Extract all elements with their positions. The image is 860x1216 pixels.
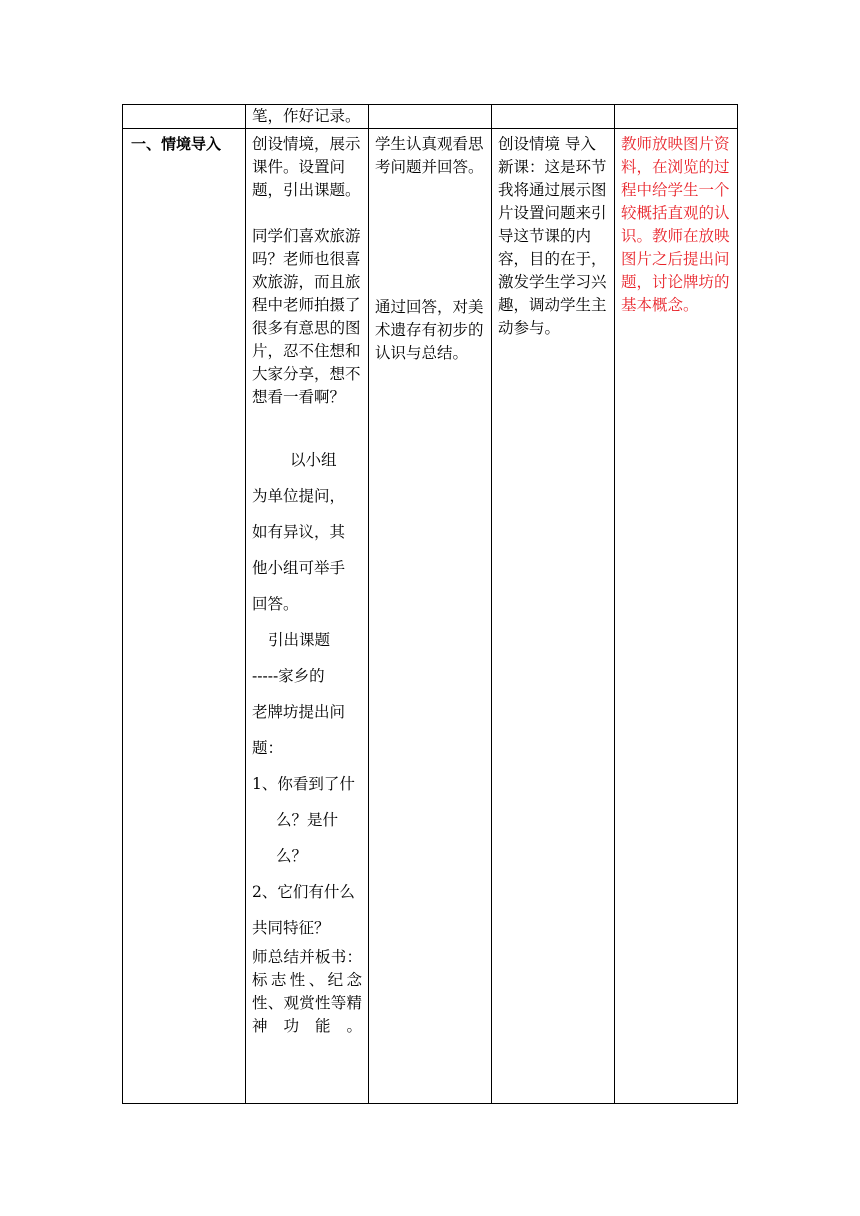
question-1-line: 么？	[276, 847, 308, 865]
lead-topic-line: 老牌坊提出问	[252, 703, 346, 721]
stage-cell	[123, 129, 246, 1104]
question-1-line: 么？是什	[276, 811, 339, 829]
stage-cell-empty	[123, 105, 246, 129]
teacher-continued-text: 笔，作好记录。	[252, 107, 361, 125]
teacher-note-cell	[615, 129, 738, 1104]
intent-cell-empty	[492, 105, 615, 129]
student-activity-cell	[369, 129, 492, 1104]
teacher-speech-text: 同学们喜欢旅游吗？老师也很喜欢旅游，而且旅程中老师拍摄了很多有意思的图片，忍不住想和大家分享，想不想看一看啊？	[252, 227, 361, 406]
question-2-line: 共同特征？	[252, 919, 330, 937]
teacher-summary-text: 师总结并板书：标志性、纪念性、观赏性等精神功能。	[252, 948, 362, 1035]
lead-topic-line: -----家乡的	[252, 667, 325, 685]
teacher-activity-cell	[246, 129, 369, 1104]
lead-topic-line: 题：	[252, 739, 284, 757]
lead-topic-first: 引出课题	[268, 631, 331, 649]
group-question-line: 回答。	[252, 595, 299, 613]
design-intent-text: 创设情境 导入新课：这是环节我将通过展示图片设置问题来引导这节课的内容，目的在于，激发学生学习兴趣，调动学生主动参与。	[498, 135, 607, 337]
group-question-first: 以小组	[290, 451, 337, 469]
design-intent-cell	[492, 129, 615, 1104]
continuation-row	[123, 105, 738, 129]
group-question-line: 他小组可举手	[252, 559, 346, 577]
lesson-plan-table	[122, 104, 738, 1104]
group-question-line: 如有异议，其	[252, 523, 346, 541]
teacher-intro-text: 创设情境，展示课件。设置问题，引出课题。	[252, 135, 361, 199]
teacher-note-text: 教师放映图片资料，在浏览的过程中给学生一个较概括直观的认识。教师在放映图片之后提出问题，讨论牌坊的基本概念。	[621, 135, 730, 314]
note-cell-empty	[615, 105, 738, 129]
teacher-activity-continued	[246, 105, 369, 129]
situation-intro-row	[123, 129, 738, 1104]
question-2-line: 2、它们有什么	[252, 883, 355, 901]
student-answer-text: 通过回答，对美术遗存有初步的认识与总结。	[375, 298, 484, 362]
student-cell-empty	[369, 105, 492, 129]
stage-title: 一、情境导入	[131, 135, 222, 153]
student-watch-text: 学生认真观看思考问题并回答。	[375, 135, 484, 176]
group-question-line: 为单位提问，	[252, 487, 346, 505]
question-1-first: 1、你看到了什	[252, 775, 355, 793]
